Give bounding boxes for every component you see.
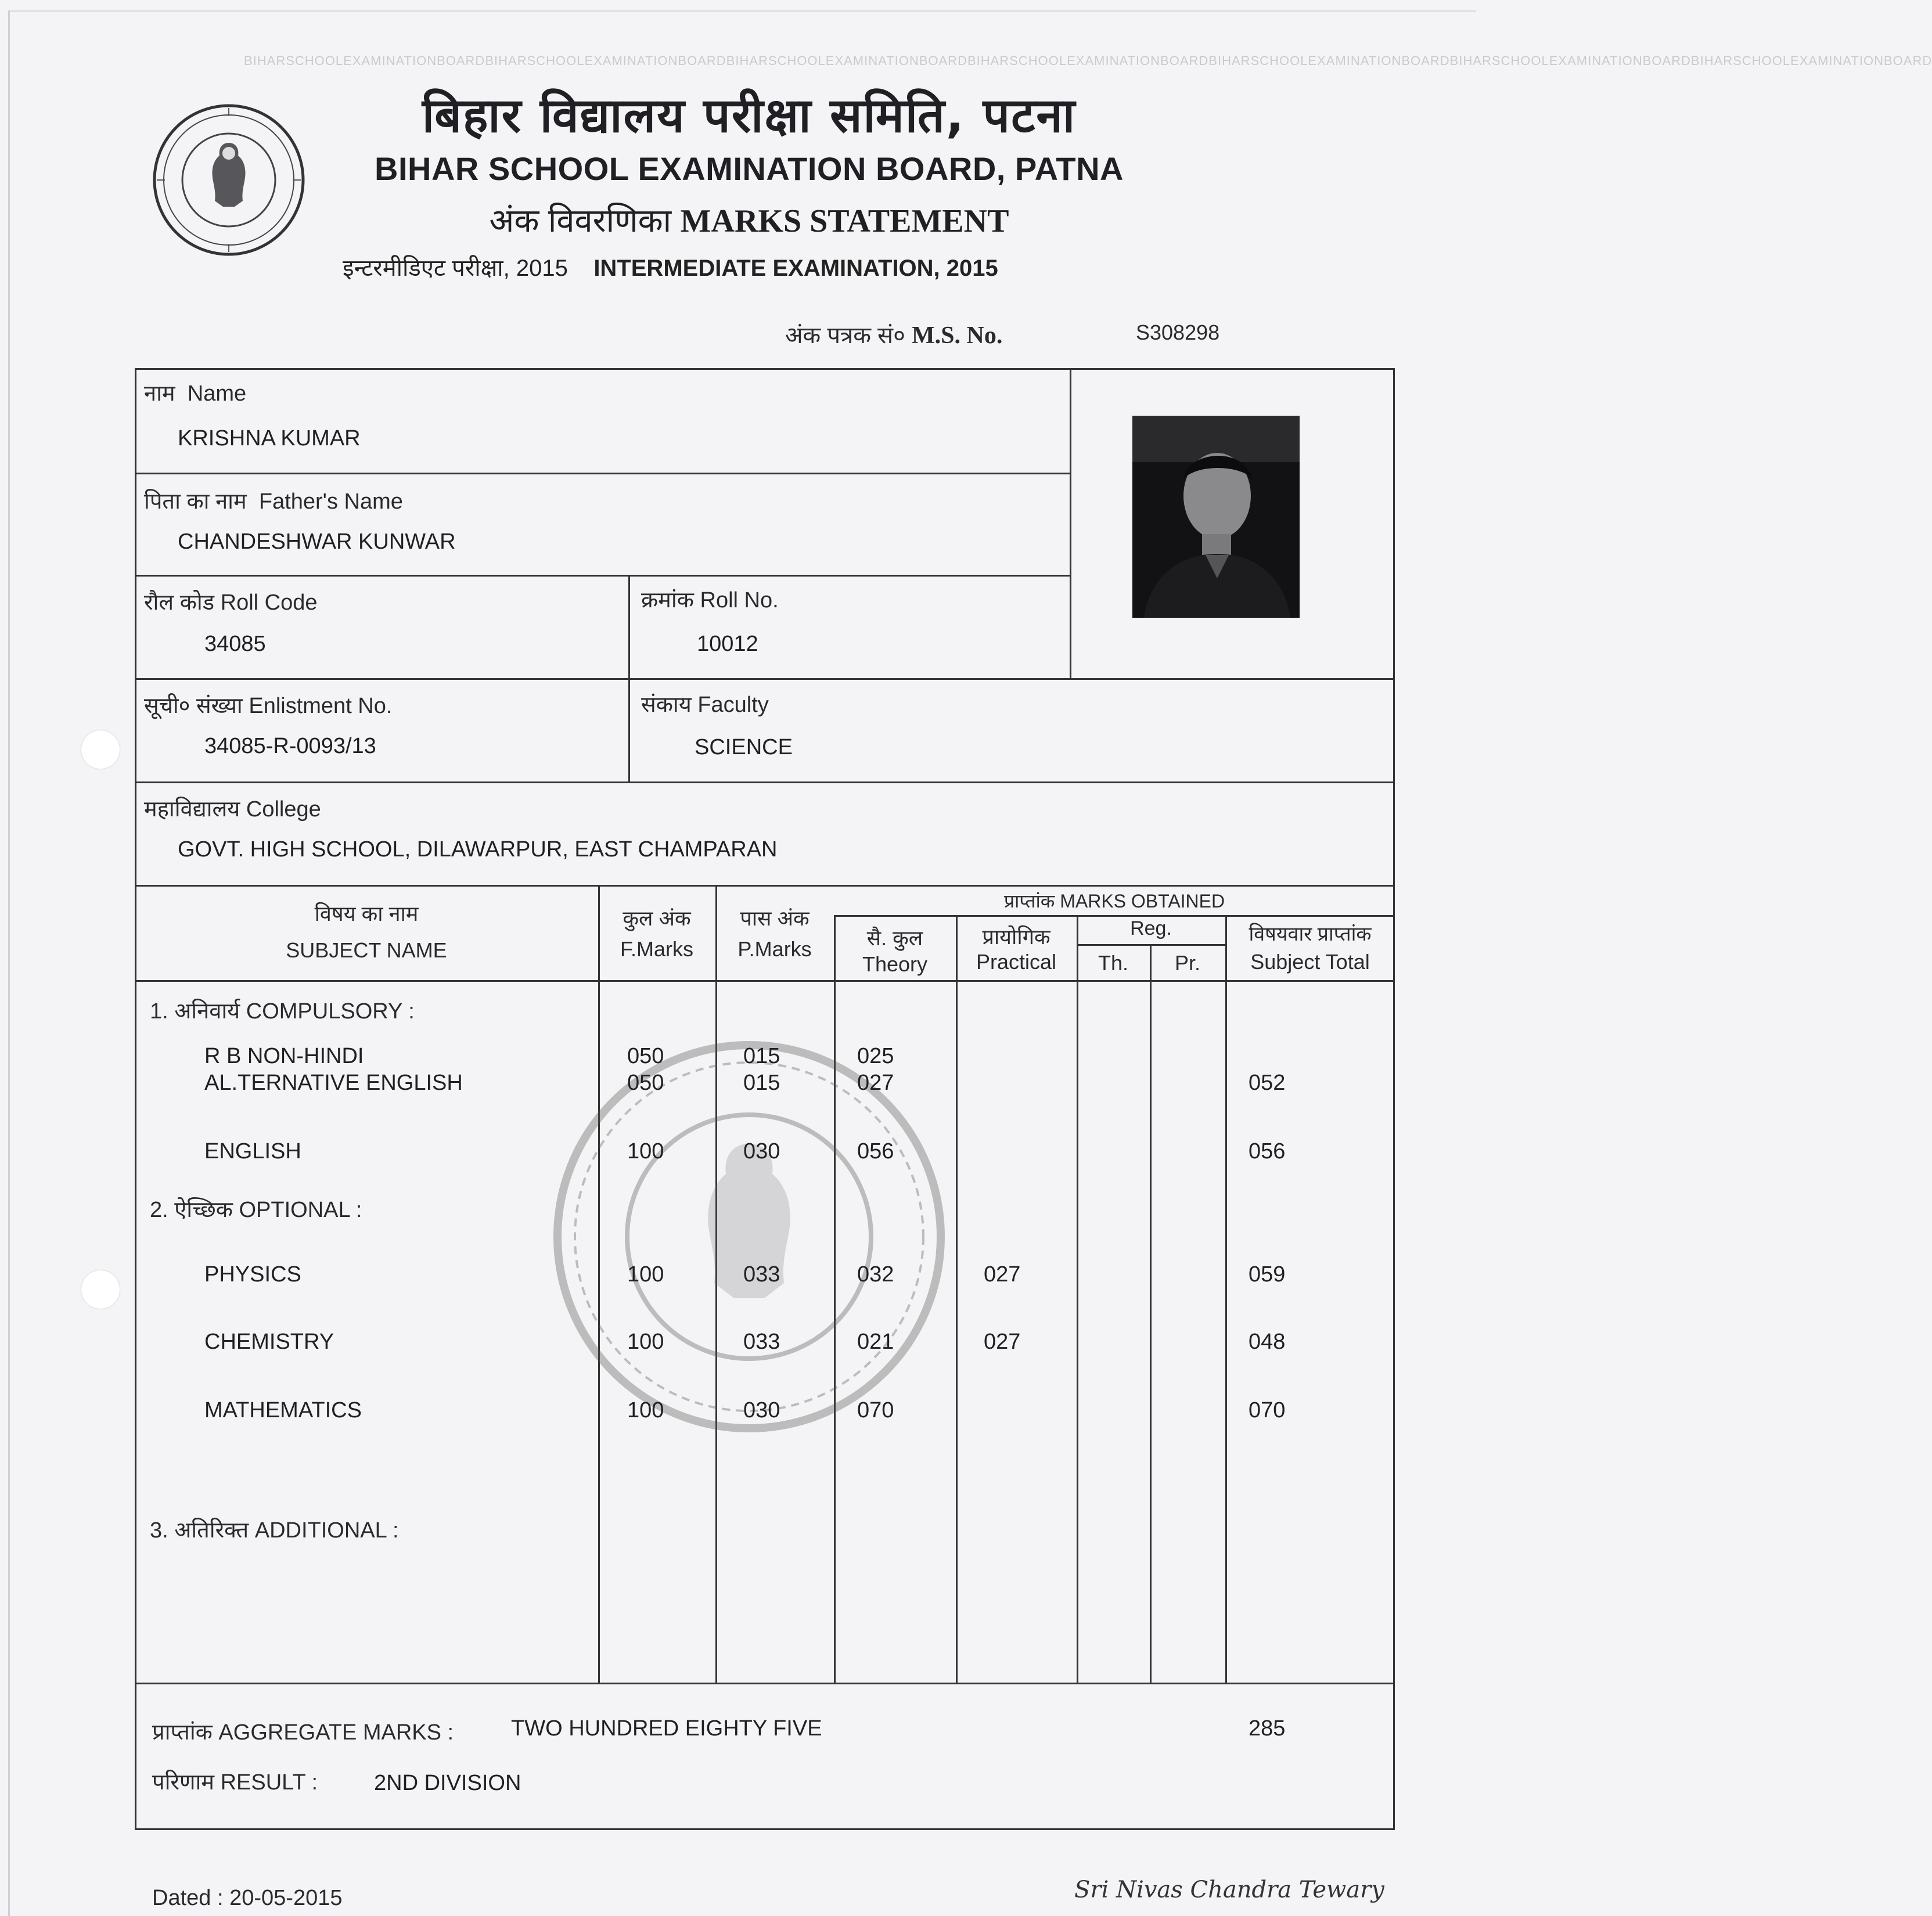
fmarks-value: 050 <box>627 1071 664 1095</box>
dated: Dated : 20-05-2015 <box>152 1886 343 1910</box>
result-label: परिणाम RESULT : <box>152 1770 318 1795</box>
roll-no: 10012 <box>697 632 758 656</box>
student-name: KRISHNA KUMAR <box>178 426 361 451</box>
fmarks-value: 100 <box>627 1398 664 1422</box>
ms-no-value: S308298 <box>1136 320 1220 344</box>
faculty-label: संकाय Faculty <box>641 693 769 717</box>
fmarks-value: 100 <box>627 1139 664 1164</box>
subject-total-value: 070 <box>1249 1398 1286 1422</box>
theory-header: Theory <box>862 952 928 976</box>
theory-header-hindi: सै. कुल <box>866 926 923 950</box>
pmarks-value: 033 <box>743 1262 780 1287</box>
fmarks-header-hindi: कुल अंक <box>623 906 691 930</box>
subject-name: ENGLISH <box>204 1139 301 1164</box>
father-name: CHANDESHWAR KUNWAR <box>178 530 456 554</box>
aggregate-words: TWO HUNDRED EIGHTY FIVE <box>511 1716 822 1741</box>
fmarks-value: 100 <box>627 1262 664 1287</box>
practical-header-hindi: प्रायोगिक <box>982 925 1050 949</box>
aggregate-label: प्राप्तांक AGGREGATE MARKS : <box>152 1720 454 1745</box>
pmarks-header: P.Marks <box>737 937 812 961</box>
subject-total-value: 059 <box>1249 1262 1286 1287</box>
theory-value: 070 <box>857 1398 894 1422</box>
result-value: 2ND DIVISION <box>374 1771 521 1795</box>
college-label: महाविद्यालय College <box>144 797 321 822</box>
pmarks-value: 033 <box>743 1330 780 1354</box>
faculty: SCIENCE <box>695 735 793 759</box>
subject-name-header-hindi: विषय का नाम <box>314 902 419 925</box>
reg-practical-header: Pr. <box>1174 951 1200 975</box>
student-photo <box>1132 416 1300 618</box>
theory-value: 056 <box>857 1139 894 1164</box>
section-additional: 3. अतिरिक्त ADDITIONAL : <box>150 1518 399 1543</box>
pmarks-value: 015 <box>743 1044 780 1068</box>
practical-value: 027 <box>984 1262 1021 1287</box>
statement-title-english: MARKS STATEMENT <box>680 203 1009 239</box>
exam-title <box>343 251 998 283</box>
punch-hole <box>81 730 120 769</box>
exam-title-english: INTERMEDIATE EXAMINATION, 2015 <box>593 255 998 281</box>
fmarks-value: 100 <box>627 1330 664 1354</box>
subject-total-value: 052 <box>1249 1071 1286 1095</box>
subject-total-header: Subject Total <box>1250 950 1370 974</box>
enlistment-label: सूची० संख्या Enlistment No. <box>144 694 393 718</box>
theory-value: 032 <box>857 1262 894 1287</box>
ms-no-label <box>785 318 1002 350</box>
pmarks-value: 030 <box>743 1139 780 1164</box>
roll-code-label: रौल कोड Roll Code <box>144 590 318 615</box>
statement-title-hindi: अंक विवरणिका <box>489 202 672 239</box>
roll-no-label: क्रमांक Roll No. <box>641 588 779 613</box>
fmarks-header: F.Marks <box>620 937 693 961</box>
marks-obtained-header: प्राप्तांक MARKS OBTAINED <box>1003 891 1225 912</box>
statement-title <box>314 197 1185 242</box>
roll-code: 34085 <box>204 632 266 656</box>
board-title-english: BIHAR SCHOOL EXAMINATION BOARD, PATNA <box>375 150 1124 187</box>
security-watermark: BIHARSCHOOLEXAMINATIONBOARDBIHARSCHOOLEXAMINATIONBOARDBIHARSCHOOLEXAMINATIONBOARDBIHARSCHOOLEXAMINATIONBOARDBIHARSCHOOLEXAMINATIONBOARDBIHARSCHOOLEXAMINATIONBOARDBIHARSCHOOLEXAMINATIONBOARD <box>244 53 1932 68</box>
father-name-label: पिता का नाम Father's Name <box>144 489 403 514</box>
section-compulsory: 1. अनिवार्य COMPULSORY : <box>150 999 415 1024</box>
college-name: GOVT. HIGH SCHOOL, DILAWARPUR, EAST CHAMPARAN <box>178 837 778 862</box>
practical-value: 027 <box>984 1330 1021 1354</box>
section-optional: 2. ऐच्छिक OPTIONAL : <box>150 1198 362 1222</box>
enlistment-no: 34085-R-0093/13 <box>204 734 376 758</box>
subject-name: PHYSICS <box>204 1262 301 1287</box>
punch-hole <box>81 1270 120 1309</box>
reg-theory-header: Th. <box>1098 951 1128 975</box>
reg-header: Reg. <box>1130 917 1172 939</box>
pmarks-value: 030 <box>743 1398 780 1422</box>
subject-total-header-hindi: विषयवार प्राप्तांक <box>1249 923 1372 945</box>
fmarks-value: 050 <box>627 1044 664 1068</box>
practical-header: Practical <box>976 950 1057 974</box>
aggregate-value: 285 <box>1249 1716 1286 1741</box>
board-title-hindi: बिहार विद्यालय परीक्षा समिति, पटना <box>422 88 1077 143</box>
subject-name: R B NON-HINDI <box>204 1044 364 1068</box>
subject-name: CHEMISTRY <box>204 1330 334 1354</box>
subject-name-header: SUBJECT NAME <box>286 938 447 962</box>
subject-total-value: 056 <box>1249 1139 1286 1164</box>
subject-name: MATHEMATICS <box>204 1398 362 1422</box>
board-seal-logo <box>152 103 305 257</box>
theory-value: 025 <box>857 1044 894 1068</box>
ms-no-label-hindi: अंक पत्रक सं० <box>785 323 905 348</box>
signature: Sri Nivas Chandra Tewary <box>1074 1877 1384 1903</box>
ms-no-label-english: M.S. No. <box>912 322 1003 349</box>
theory-value: 027 <box>857 1071 894 1095</box>
pmarks-header-hindi: पास अंक <box>740 906 810 930</box>
name-label: नाम Name <box>144 381 247 406</box>
pmarks-value: 015 <box>743 1071 780 1095</box>
theory-value: 021 <box>857 1330 894 1354</box>
exam-title-hindi: इन्टरमीडिएट परीक्षा, 2015 <box>343 255 568 281</box>
subject-name: AL.TERNATIVE ENGLISH <box>204 1071 463 1095</box>
subject-total-value: 048 <box>1249 1330 1286 1354</box>
